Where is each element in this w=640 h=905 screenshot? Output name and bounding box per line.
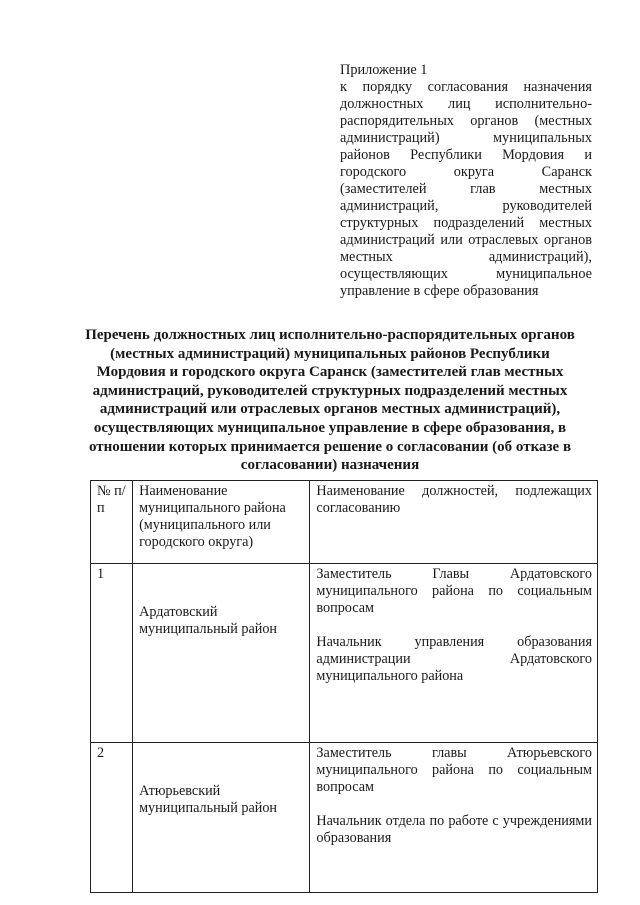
position-item: Начальник управления образования администрации Ардатовского муниципального района (316, 634, 592, 684)
header-district: Наименование муниципального района (муниципального или городского округа) (133, 481, 310, 564)
row-number: 2 (91, 743, 133, 893)
table-row (91, 564, 598, 743)
position-list (310, 743, 598, 893)
position-list (310, 564, 598, 743)
positions-table (90, 480, 598, 893)
table-row (91, 743, 598, 893)
district-name: Ардатовский муниципальный район (133, 564, 310, 743)
document-heading: Перечень должностных лиц исполнительно-распорядительных органов (местных администраций) муниципальных районов Республики Мордовия и городского округа Саранск (заместителей глав местных администраций, руководителей структурных подразделений местных администраций или отраслевых органов местных администраций), осуществляющих муниципальное управление в сфере образования, в отношении которых принимается решение о согласовании (об отказе в согласовании) назначения (85, 327, 575, 474)
appendix-title: Приложение 1 (340, 62, 428, 78)
position-item: Начальник отдела по работе с учреждениями образования (316, 813, 592, 846)
header-positions: Наименование должностей, подлежащих согласованию (310, 481, 598, 564)
header-number: № п/п (91, 481, 133, 564)
appendix-block (340, 62, 592, 300)
position-item: Заместитель главы Атюрьевского муниципального района по социальным вопросам (316, 745, 592, 795)
row-number: 1 (91, 564, 133, 743)
table-header-row (91, 481, 598, 564)
position-item: Заместитель Главы Ардатовского муниципального района по социальным вопросам (316, 566, 592, 616)
appendix-text: к порядку согласования назначения должностных лиц исполнительно-распорядительных органов (местных администраций) муниципальных районов Республики Мордовия и городского округа Саранск (заместителей глав местных администраций, руководителей структурных подразделений местных администраций или отраслевых органов местных администраций), осуществляющих муниципальное управление в сфере образования (340, 79, 592, 299)
district-name: Атюрьевский муниципальный район (133, 743, 310, 893)
